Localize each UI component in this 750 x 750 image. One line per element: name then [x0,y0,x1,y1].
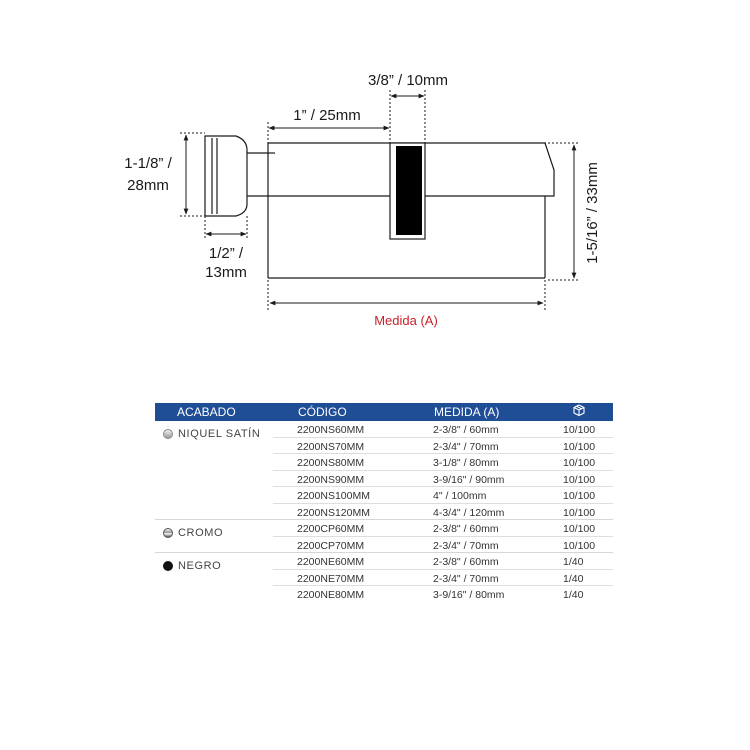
pack-cell: 10/100 [563,506,596,519]
table-row [273,586,613,602]
finish-label-negro [163,560,221,572]
table-row [273,553,613,570]
measure-cell: 2-3/4" / 70mm [433,440,499,453]
code-cell: 2200NE80MM [297,589,365,601]
code-cell: 2200NS70MM [297,440,365,453]
dim-label-knob-height-line1: 1-1/8” / [124,155,172,172]
niquel-swatch-icon [163,429,173,439]
pack-cell: 10/100 [563,490,596,502]
measure-cell: 2-3/8" / 60mm [433,424,499,436]
pack-cell: 10/100 [563,523,596,535]
group-cromo [155,520,613,553]
group-niquel-satin [155,421,613,520]
box-icon [573,404,585,420]
measure-cell: 2-3/4" / 70mm [433,572,499,585]
group-negro [155,553,613,602]
code-cell: 2200NS90MM [297,473,365,486]
measure-cell: 2-3/4" / 70mm [433,539,499,552]
table-row [273,487,613,504]
dim-label-offset: 1” / 25mm [293,107,361,124]
measure-cell: 2-3/8" / 60mm [433,556,499,568]
table-row [273,504,613,520]
pack-cell: 10/100 [563,457,596,469]
finish-name: NEGRO [178,560,222,572]
pack-cell: 1/40 [563,589,584,601]
measure-cell: 3-9/16" / 80mm [433,589,505,601]
code-cell: 2200NE60MM [297,556,365,568]
measure-cell: 3-9/16" / 90mm [433,473,505,486]
code-cell: 2200CP60MM [297,523,365,535]
dim-label-body-height: 1-5/16” / 33mm [584,162,601,264]
thumb-turn-knob [205,136,268,216]
dim-label-knob-width-line2: 13mm [205,264,247,281]
pack-cell: 1/40 [563,556,584,568]
pack-cell: 1/40 [563,572,584,585]
spec-table [155,403,613,602]
dim-label-length: Medida (A) [374,313,438,328]
finish-label-niquel [163,428,260,440]
dim-label-bolt-width: 3/8” / 10mm [367,72,449,89]
cylinder-technical-drawing [0,0,750,340]
table-row [273,421,613,438]
measure-cell: 3-1/8" / 80mm [433,457,499,469]
table-row [273,471,613,488]
code-cell: 2200NS120MM [297,506,370,519]
header-code: CÓDIGO [298,405,347,419]
header-measure: MEDIDA (A) [434,405,500,419]
measure-cell: 4-3/4" / 120mm [433,506,505,519]
code-cell: 2200NS60MM [297,424,365,436]
dim-label-knob-width-line1: 1/2” / [208,245,244,262]
finish-name: CROMO [178,527,224,539]
measure-cell: 4" / 100mm [433,490,487,502]
pack-cell: 10/100 [563,440,596,453]
table-row [273,454,613,471]
table-row [273,537,613,553]
dim-label-knob-height-line2: 28mm [127,177,169,194]
table-row [273,570,613,587]
code-cell: 2200NE70MM [297,572,365,585]
pack-cell: 10/100 [563,539,596,552]
table-header [155,403,613,421]
cam-bolt [390,143,425,239]
measure-cell: 2-3/8" / 60mm [433,523,499,535]
table-row [273,520,613,537]
code-cell: 2200CP70MM [297,539,365,552]
header-finish: ACABADO [177,405,236,419]
table-row [273,438,613,455]
finish-name: NIQUEL SATÍN [178,428,261,440]
negro-swatch-icon [163,561,173,571]
code-cell: 2200NS80MM [297,457,365,469]
cromo-swatch-icon [163,528,173,538]
pack-cell: 10/100 [563,424,596,436]
finish-label-cromo [163,527,223,539]
code-cell: 2200NS100MM [297,490,370,502]
pack-cell: 10/100 [563,473,596,486]
